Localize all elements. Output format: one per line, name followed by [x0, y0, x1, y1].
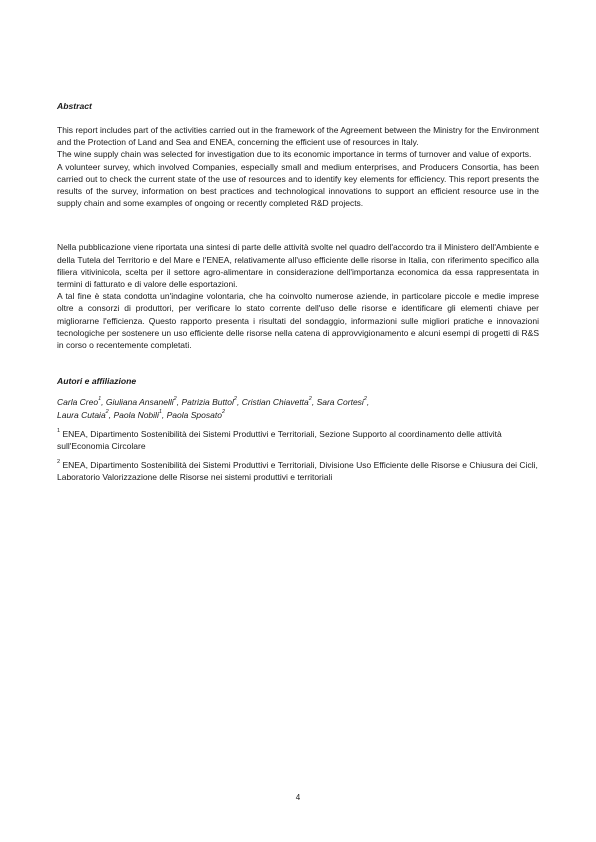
- abstract-english-paragraph-2: The wine supply chain was selected for investigation due to its economic importance in terms of turnover and value of exports.: [57, 149, 532, 160]
- abstract-english: [57, 124, 539, 209]
- abstract-italian-paragraph-2: A tal fine è stata condotta un'indagine volontaria, che ha coinvolto numerose aziende, in particolare piccole e medie imprese oltre a consorzi di produttori, per verificare lo stato corrente dell'uso delle risorse e identificare gli elementi chiave per migliorarne l'efficienza. Questo rapporto presenta i risultati del sondaggio, informazioni sulle migliori pratiche e innovazioni tecnologiche per sostenere un uso efficiente delle risorse nella catena di approvvigionamento e alcuni esempi di progetti di R&S in corso o recentemente completati.: [57, 291, 539, 351]
- affiliation-text: ENEA, Dipartimento Sostenibilità dei Sistemi Produttivi e Territoriali, Sezione Supporto al coordinamento delle attività sull'Economia Circolare: [57, 429, 502, 452]
- authors-heading: Autori e affiliazione: [57, 376, 137, 387]
- abstract-english-paragraph-1: This report includes part of the activities carried out in the framework of the Agreement between the Ministry for the Environment and the Protection of Land and Sea and ENEA, concerning the efficient use of resources in Italy.: [57, 125, 539, 148]
- author-name: Laura Cutaia: [57, 410, 106, 421]
- author-name: Paola Nobili: [113, 410, 159, 421]
- author-name: Sara Cortesi: [316, 397, 364, 408]
- affiliation-number: 2: [57, 458, 61, 465]
- author-list: Carla Creo$^1$, Giuliana Ansanelli$^2$, Patrizia Buttol$^2$, Cristian Chiavetta$^2$, Sara Cortesi$^2$, Laura Cutaia$^2$, Paola Nobili$^1$, Paola Sposato$^2$: [57, 396, 370, 421]
- author-affiliation-mark: 2: [233, 396, 237, 403]
- author-name: Carla Creo: [57, 397, 99, 408]
- author-affiliation-mark: 2: [173, 396, 177, 403]
- document-page: [57, 101, 539, 489]
- author-name: Giuliana Ansanelli: [105, 397, 174, 408]
- author-affiliation-mark: 2: [105, 409, 109, 416]
- affiliation-2: [57, 459, 539, 483]
- page-number: 4: [295, 793, 301, 802]
- affiliation-text: ENEA, Dipartimento Sostenibilità dei Sistemi Produttivi e Territoriali, Divisione Uso Efficiente delle Risorse e Chiusura dei Cicli, Laboratorio Valorizzazione delle Risorse nei sistemi produttivi e territoriali: [57, 459, 538, 482]
- affiliation-1: [57, 428, 539, 452]
- abstract-italian-paragraph-1: Nella pubblicazione viene riportata una sintesi di parte delle attività svolte nel quadro dell'accordo tra il Ministero dell'Ambiente e della Tutela del Territorio e del Mare e l'ENEA, relativamente all'uso efficiente delle risorse in Italia, con riferimento specifico alla filiera vitivinicola, scelta per il settore agro-alimentare in considerazione dell'importanza economica da essa rappresentata in termini di fatturato e di valore delle esportazioni.: [57, 242, 539, 290]
- author-affiliation-mark: 1: [98, 396, 102, 403]
- author-affiliation-mark: 2: [308, 396, 312, 403]
- author-name: Paola Sposato: [166, 410, 222, 421]
- abstract-italian: [57, 241, 539, 351]
- affiliation-number: 1: [57, 428, 61, 435]
- author-affiliation-mark: 2: [363, 396, 367, 403]
- author-affiliation-mark: 2: [221, 409, 225, 416]
- abstract-english-paragraph-3: A volunteer survey, which involved Companies, especially small and medium enterprises, and Producers Consortia, has been carried out to check the current state of the use of resources and to identify key elements for efficiency. This report presents the results of the survey, information on best practices and technological innovations to support an efficient resource use in the supply chain and some examples of ongoing or recently completed R&D projects.: [57, 161, 539, 209]
- abstract-heading: Abstract: [57, 101, 92, 111]
- author-name: Cristian Chiavetta: [241, 397, 309, 408]
- author-affiliation-mark: 1: [158, 409, 162, 416]
- author-name: Patrizia Buttol: [181, 397, 234, 408]
